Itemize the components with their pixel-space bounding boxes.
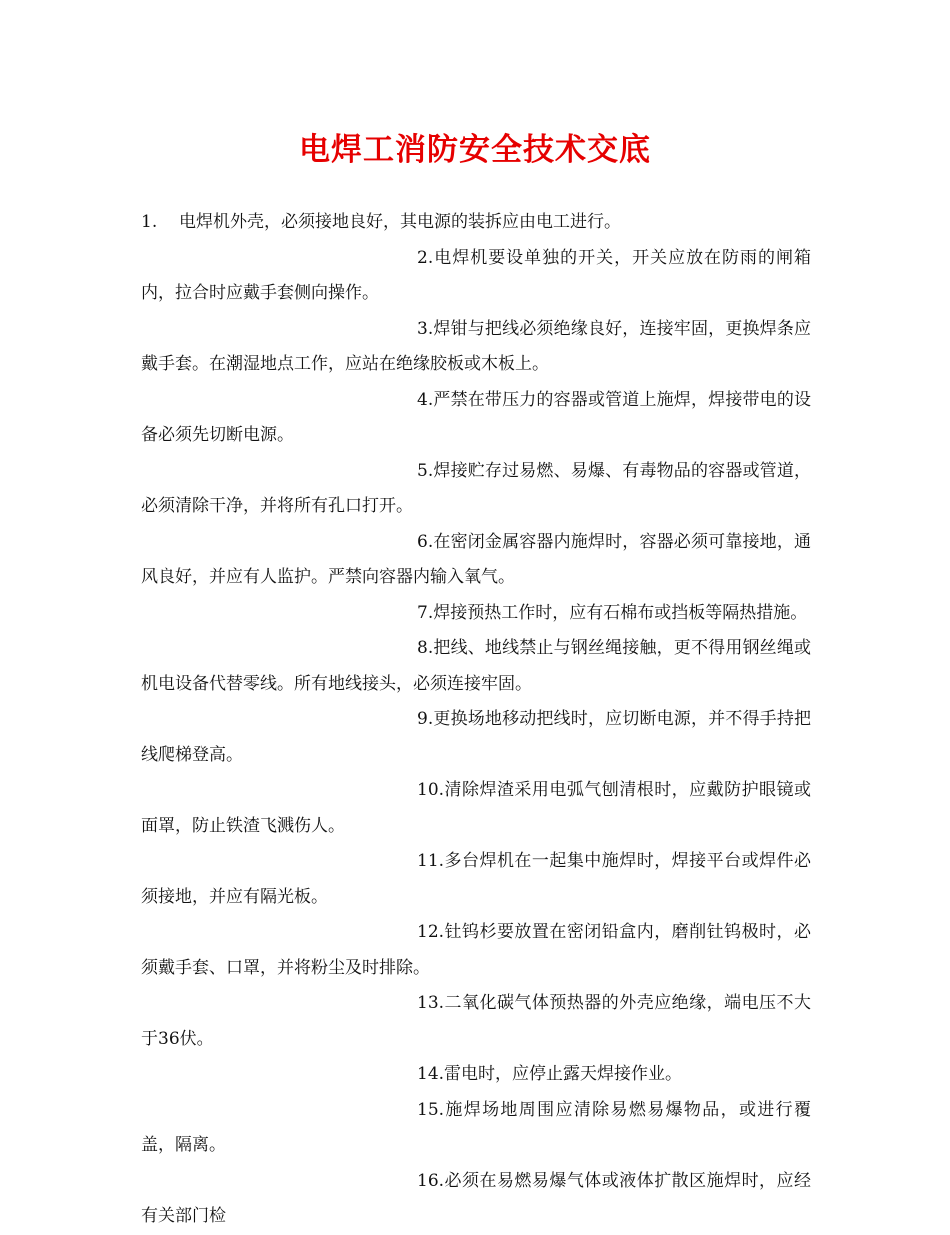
item-number: 15. [417, 1099, 445, 1120]
item-number: 7. [417, 602, 434, 623]
item-text: 严禁在带压力的容器或管道上施焊，焊接带电的设备必须先切断电源。 [141, 389, 811, 445]
item-text: 雷电时，应停止露天焊接作业。 [444, 1064, 683, 1084]
item-number: 16. [417, 1170, 445, 1191]
list-item [141, 702, 811, 773]
item-number: 12. [417, 922, 445, 942]
list-item [141, 986, 811, 1057]
list-item [141, 525, 811, 596]
item-number: 10. [417, 780, 445, 800]
item-text: 焊钳与把线必须绝缘良好，连接牢固，更换焊条应戴手套。在潮湿地点工作，应站在绝缘胶板或木板上。 [141, 318, 811, 374]
item-number: 13. [417, 993, 445, 1013]
list-item [141, 454, 811, 525]
list-item [141, 312, 811, 383]
list-item [141, 205, 811, 241]
item-text: 更换场地移动把线时，应切断电源，并不得手持把线爬梯登高。 [141, 709, 811, 765]
list-item [141, 844, 811, 915]
item-text: 施焊场地周围应清除易燃易爆物品，或进行覆盖，隔离。 [141, 1099, 811, 1155]
list-item [141, 1164, 811, 1235]
document-title: 电焊工消防安全技术交底 [299, 132, 651, 168]
item-text: 焊接预热工作时，应有石棉布或挡板等隔热措施。 [433, 602, 808, 623]
item-text: 多台焊机在一起集中施焊时，焊接平台或焊件必须接地，并应有隔光板。 [141, 851, 811, 907]
item-text: 二氧化碳气体预热器的外壳应绝缘，端电压不大于36伏。 [141, 993, 811, 1049]
item-number: 1. [141, 212, 158, 232]
item-number: 3. [417, 318, 434, 339]
item-text: 必须在易燃易爆气体或液体扩散区施焊时，应经有关部门检 [141, 1170, 811, 1226]
item-number: 4. [417, 389, 434, 410]
list-item [141, 596, 811, 632]
item-number: 2. [417, 247, 434, 268]
item-text: 电焊机要设单独的开关，开关应放在防雨的闸箱内，拉合时应戴手套侧向操作。 [141, 247, 811, 303]
item-text: 清除焊渣采用电弧气刨清根时，应戴防护眼镜或面罩，防止铁渣飞溅伤人。 [141, 780, 811, 836]
item-number: 14. [417, 1064, 445, 1084]
list-item [141, 631, 811, 702]
document-body [141, 205, 811, 1235]
item-text: 在密闭金属容器内施焊时，容器必须可靠接地，通风良好，并应有人监护。严禁向容器内输入氧气。 [141, 531, 811, 587]
item-number: 5. [417, 460, 434, 481]
item-text: 把线、地线禁止与钢丝绳接触，更不得用钢丝绳或机电设备代替零线。所有地线接头，必须连接牢固。 [141, 638, 811, 694]
item-number: 8. [417, 638, 434, 658]
list-item [141, 915, 811, 986]
list-item [141, 383, 811, 454]
item-text: 电焊机外壳，必须接地良好，其电源的装拆应由电工进行。 [179, 212, 621, 232]
item-text: 焊接贮存过易燃、易爆、有毒物品的容器或管道，必须清除干净，并将所有孔口打开。 [141, 460, 811, 516]
item-text: 钍钨杉要放置在密闭铅盒内，磨削钍钨极时，必须戴手套、口罩，并将粉尘及时排除。 [141, 922, 811, 978]
item-number: 9. [417, 709, 434, 729]
list-item [141, 773, 811, 844]
list-item [141, 241, 811, 312]
item-number: 11. [417, 851, 445, 871]
item-number: 6. [417, 531, 434, 552]
list-item [141, 1093, 811, 1164]
list-item [141, 1057, 811, 1093]
